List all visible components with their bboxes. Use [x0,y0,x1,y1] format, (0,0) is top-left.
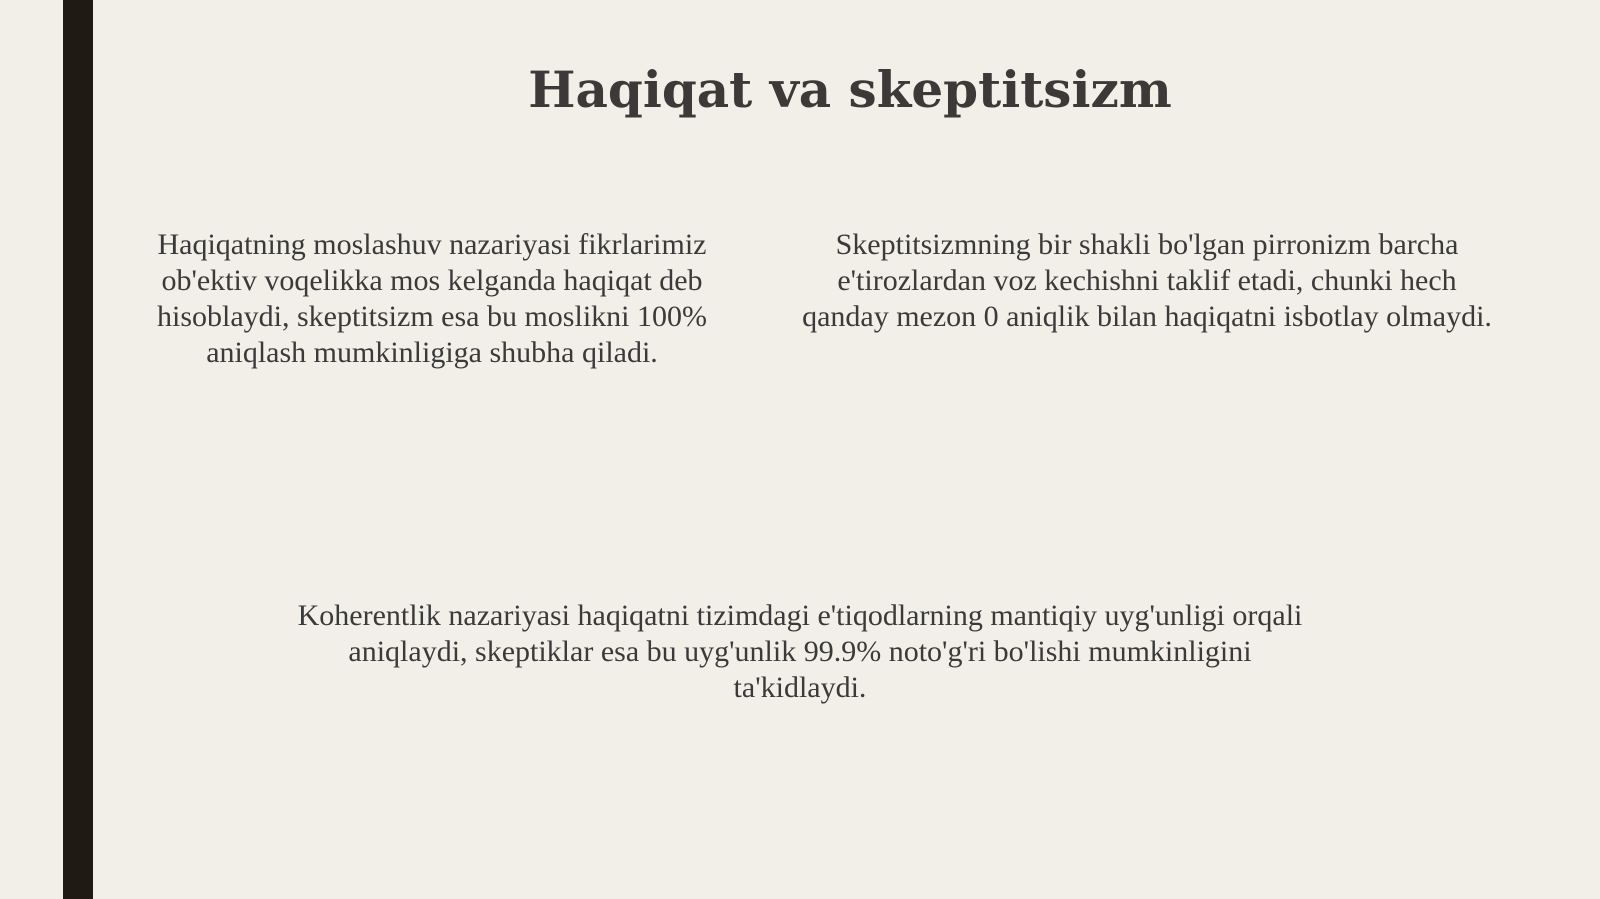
accent-bar [63,0,93,899]
bottom-text-block: Koherentlik nazariyasi haqiqatni tizimdagi e'tiqodlarning mantiqiy uyg'unligi orqali aniqlaydi, skeptiklar esa bu uyg'unlik 99.9% noto'g'ri bo'lishi mumkinligini ta'kidlaydi. [297,599,1303,704]
slide-title: Haqiqat va skeptitsizm [528,60,1172,119]
right-text-block: Skeptitsizmning bir shakli bo'lgan pirronizm barcha e'tirozlardan voz kechishni taklif etadi, chunki hech qanday mezon 0 aniqlik bilan haqiqatni isbotlay olmaydi. [802,228,1492,333]
left-text-block: Haqiqatning moslashuv nazariyasi fikrlarimiz ob'ektiv voqelikka mos kelganda haqiqat deb hisoblaydi, skeptitsizm esa bu moslikni 100% aniqlash mumkinligiga shubha qiladi. [157,228,707,369]
